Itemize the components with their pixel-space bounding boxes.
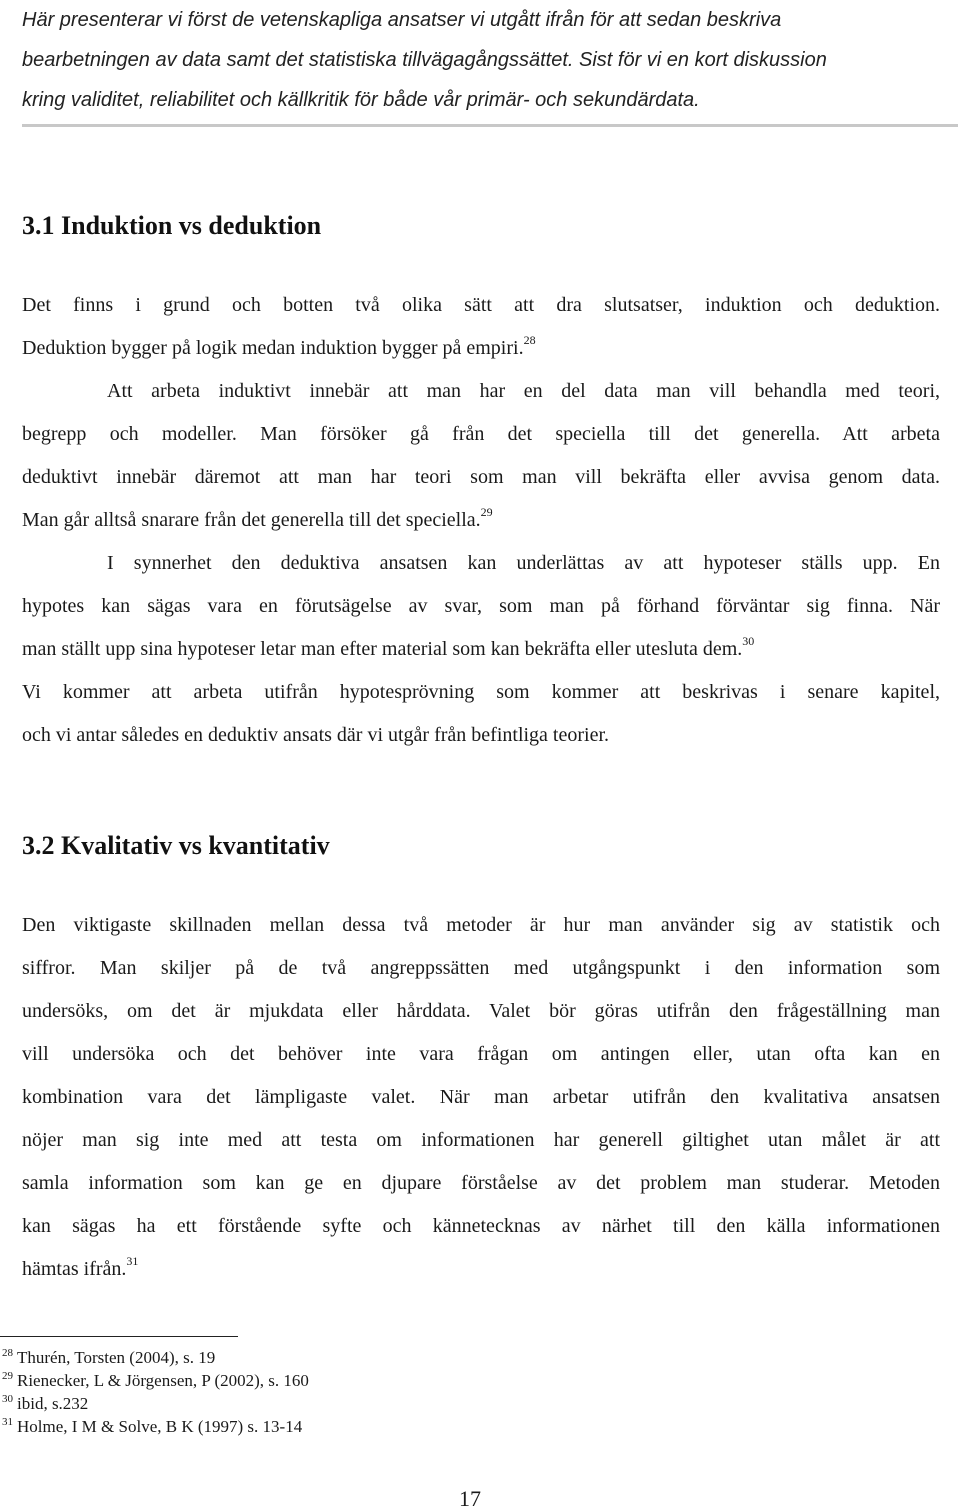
paragraph-line: Det finns i grund och botten två olika sätt att dra slutsatser, induktion och deduktion. bbox=[22, 294, 940, 316]
paragraph-text: man ställt upp sina hypoteser letar man efter material som kan bekräfta eller utesluta dem. bbox=[22, 638, 743, 660]
paragraph-line: vill undersöka och det behöver inte vara frågan om antingen eller, utan ofta kan en bbox=[22, 1043, 940, 1065]
paragraph-line: nöjer man sig inte med att testa om informationen har generell giltighet utan målet är att bbox=[22, 1129, 940, 1151]
footnote-number: 30 bbox=[2, 1393, 13, 1406]
section-heading-3-2: 3.2 Kvalitativ vs kvantitativ bbox=[22, 831, 330, 860]
paragraph-text: Deduktion bygger på logik medan induktion bygger på empiri. bbox=[22, 337, 524, 359]
paragraph-line bbox=[22, 628, 940, 671]
page-number: 17 bbox=[459, 1486, 481, 1511]
paragraph-line bbox=[22, 327, 940, 370]
paragraph-line: Att arbeta induktivt innebär att man har en del data man vill behandla med teori, bbox=[107, 380, 940, 402]
paragraph-line: hypotes kan sägas vara en förutsägelse av svar, som man på förhand förväntar sig finna. När bbox=[22, 595, 940, 617]
paragraph-line: Vi kommer att arbeta utifrån hypotesprövning som kommer att beskrivas i senare kapitel, bbox=[22, 681, 940, 703]
footnote-number: 31 bbox=[2, 1416, 13, 1429]
paragraph-line: I synnerhet den deduktiva ansatsen kan underlättas av att hypoteser ställs upp. En bbox=[107, 552, 940, 574]
paragraph-line: siffror. Man skiljer på de två angreppssätten med utgångspunkt i den information som bbox=[22, 957, 940, 979]
footnote-number: 29 bbox=[2, 1370, 13, 1383]
footnote-ref: 28 bbox=[523, 333, 536, 348]
footnote-ref: 30 bbox=[742, 634, 755, 649]
paragraph-line: Den viktigaste skillnaden mellan dessa två metoder är hur man använder sig av statistik och bbox=[22, 914, 940, 936]
intro-line: bearbetningen av data samt det statistiska tillvägagångssättet. Sist för vi en kort diskussion bbox=[22, 49, 827, 71]
footnote-text: Holme, I M & Solve, B K (1997) s. 13-14 bbox=[17, 1417, 303, 1436]
paragraph-line: samla information som kan ge en djupare förståelse av det problem man studerar. Metoden bbox=[22, 1172, 940, 1194]
paragraph-line: och vi antar således en deduktiv ansats där vi utgår från befintliga teorier. bbox=[22, 724, 610, 746]
footnote bbox=[2, 1346, 309, 1369]
paragraph-line bbox=[22, 1248, 940, 1291]
footnote bbox=[2, 1415, 309, 1438]
footnote-text: Thurén, Torsten (2004), s. 19 bbox=[17, 1348, 216, 1367]
footnote-number: 28 bbox=[2, 1347, 13, 1360]
footnote-text: Rienecker, L & Jörgensen, P (2002), s. 160 bbox=[17, 1371, 309, 1390]
intro-line: Här presenterar vi först de vetenskapliga ansatser vi utgått ifrån för att sedan beskriva bbox=[22, 9, 782, 31]
intro-paragraph bbox=[22, 0, 942, 120]
paragraph-line: deduktivt innebär däremot att man har teori som man vill bekräfta eller avvisa genom data. bbox=[22, 466, 940, 488]
footnote bbox=[2, 1369, 309, 1392]
paragraph-line: kombination vara det lämpligaste valet. När man arbetar utifrån den kvalitativa ansatsen bbox=[22, 1086, 940, 1108]
intro-line: kring validitet, reliabilitet och källkritik för både vår primär- och sekundärdata. bbox=[22, 89, 700, 111]
section-heading-3-1: 3.1 Induktion vs deduktion bbox=[22, 211, 322, 240]
paragraph-text: Man går alltså snarare från det generella till det speciella. bbox=[22, 509, 481, 531]
footnote bbox=[2, 1392, 309, 1415]
paragraph-line: kan sägas ha ett förstående syfte och kännetecknas av närhet till den källa informationen bbox=[22, 1215, 940, 1237]
paragraph-line bbox=[22, 499, 940, 542]
footnote-ref: 29 bbox=[480, 505, 493, 520]
section-3-2-body bbox=[22, 904, 940, 1291]
intro-divider bbox=[22, 124, 958, 127]
footnote-text: ibid, s.232 bbox=[17, 1394, 89, 1413]
paragraph-line: undersöks, om det är mjukdata eller hårddata. Valet bör göras utifrån den frågeställning man bbox=[22, 1000, 940, 1022]
section-3-1-body bbox=[22, 284, 940, 757]
footnote-separator bbox=[0, 1336, 238, 1337]
footnote-ref: 31 bbox=[126, 1254, 139, 1269]
paragraph-text: hämtas ifrån. bbox=[22, 1258, 127, 1280]
paragraph-line: begrepp och modeller. Man försöker gå från det speciella till det generella. Att arbeta bbox=[22, 423, 940, 445]
footnotes bbox=[2, 1346, 309, 1438]
